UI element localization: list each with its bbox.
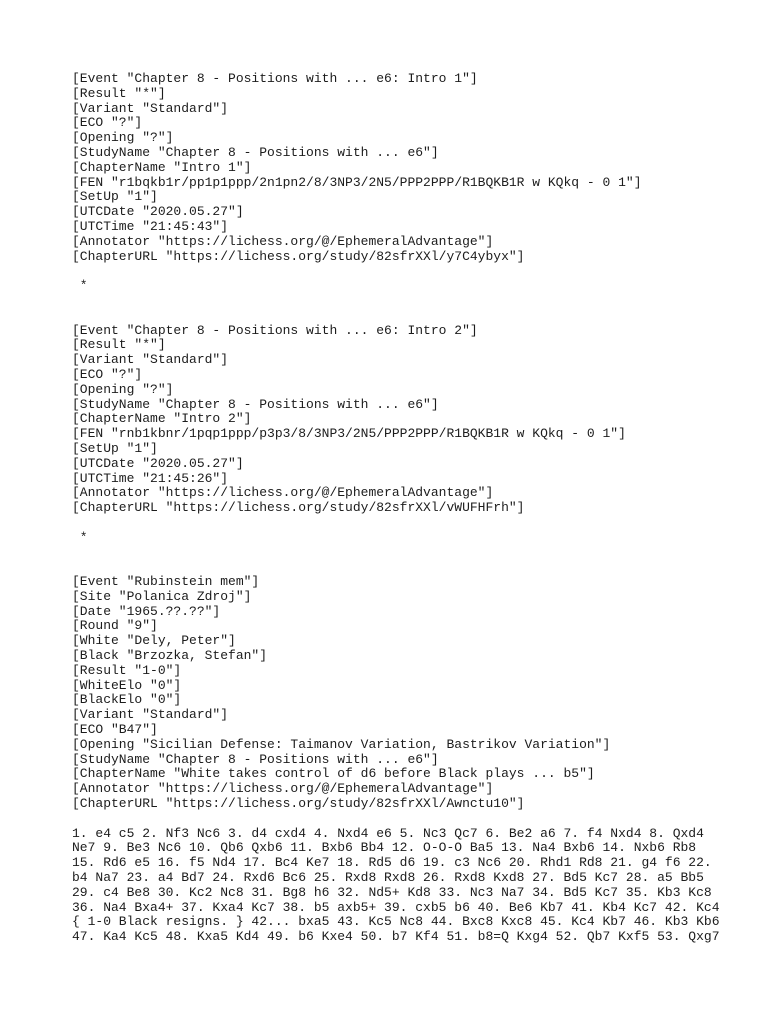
pgn-header-line: [Annotator "https://lichess.org/@/EphemeralAdvantage"] [72, 781, 494, 797]
pgn-header-line: [StudyName "Chapter 8 - Positions with ... e6"] [72, 396, 439, 412]
pgn-header-line: [ChapterURL "https://lichess.org/study/82sfrXXl/y7C4ybyx"] [72, 248, 525, 264]
pgn-header-line: [UTCDate "2020.05.27"] [72, 455, 244, 471]
movetext-line: 29. c4 Be8 30. Kc2 Nc8 31. Bg8 h6 32. Nd5+ Kd8 33. Nc3 Na7 34. Bd5 Kc7 35. Kb3 Kc8 [72, 884, 712, 900]
pgn-header-line: [Event "Rubinstein mem"] [72, 574, 260, 590]
pgn-result-marker: * [72, 278, 88, 294]
movetext-line: 15. Rd6 e5 16. f5 Nd4 17. Bc4 Ke7 18. Rd5 d6 19. c3 Nc6 20. Rhd1 Rd8 21. g4 f6 22. [72, 855, 712, 871]
pgn-header-line: [Annotator "https://lichess.org/@/EphemeralAdvantage"] [72, 233, 494, 249]
pgn-header-line: [Variant "Standard"] [72, 100, 229, 116]
pgn-header-line: [Variant "Standard"] [72, 352, 229, 368]
pgn-header-line: [Opening "?"] [72, 130, 174, 146]
pgn-header-line: [FEN "r1bqkb1r/pp1p1ppp/2n1pn2/8/3NP3/2N5/PPP2PPP/R1BQKB1R w KQkq - 0 1"] [72, 174, 642, 190]
pgn-header-line: [Site "Polanica Zdroj"] [72, 588, 252, 604]
pgn-movetext [72, 825, 720, 945]
pgn-header-line: [Event "Chapter 8 - Positions with ... e6: Intro 2"] [72, 322, 478, 338]
movetext-line: b4 Na7 23. a4 Bd7 24. Rxd6 Bc6 25. Rxd8 Rxd8 26. Rxd8 Kxd8 27. Bd5 Kc7 28. a5 Bb5 [72, 870, 704, 886]
pgn-header-line: [StudyName "Chapter 8 - Positions with ... e6"] [72, 144, 439, 160]
pgn-header-line: [Event "Chapter 8 - Positions with ... e6: Intro 1"] [72, 71, 478, 86]
movetext-line: Ne7 9. Be3 Nc6 10. Qb6 Qxb6 11. Bxb6 Bb4 12. O-O-O Ba5 13. Na4 Bxb6 14. Nxb6 Rb8 [72, 840, 697, 856]
pgn-header-line: [Black "Brzozka, Stefan"] [72, 648, 268, 664]
pgn-header-line: [BlackElo "0"] [72, 692, 182, 708]
pgn-header-line: [ECO "?"] [72, 115, 143, 131]
pgn-header-line: [ChapterURL "https://lichess.org/study/82sfrXXl/vWUFHFrh"] [72, 500, 525, 516]
pgn-header-line: [SetUp "1"] [72, 189, 158, 205]
pgn-header-line: [WhiteElo "0"] [72, 677, 182, 693]
pgn-header-line: [Result "1-0"] [72, 662, 182, 678]
pgn-header-line: [White "Dely, Peter"] [72, 633, 236, 649]
pgn-header-line: [ChapterName "Intro 2"] [72, 411, 252, 427]
pgn-result-marker: * [72, 529, 88, 545]
pgn-document [72, 71, 720, 945]
pgn-game-2 [72, 324, 712, 576]
pgn-header-line: [UTCDate "2020.05.27"] [72, 204, 244, 220]
pgn-header-line: [StudyName "Chapter 8 - Positions with ... e6"] [72, 751, 439, 767]
pgn-game-1 [72, 72, 712, 324]
pgn-header-line: [ECO "?"] [72, 366, 143, 382]
movetext-line: 1. e4 c5 2. Nf3 Nc6 3. d4 cxd4 4. Nxd4 e6 5. Nc3 Qc7 6. Be2 a6 7. f4 Nxd4 8. Qxd4 [72, 825, 704, 841]
pgn-header-line: [ChapterName "White takes control of d6 before Black plays ... b5"] [72, 766, 595, 782]
movetext-line: { 1-0 Black resigns. } 42... bxa5 43. Kc5 Nc8 44. Bxc8 Kxc8 45. Kc4 Kb7 46. Kb3 Kb6 [72, 914, 720, 930]
pgn-header-line: [ChapterURL "https://lichess.org/study/82sfrXXl/Awnctu10"] [72, 796, 525, 812]
pgn-header-line: [FEN "rnb1kbnr/1pqp1ppp/p3p3/8/3NP3/2N5/PPP2PPP/R1BQKB1R w KQkq - 0 1"] [72, 426, 626, 442]
pgn-header-line: [Annotator "https://lichess.org/@/EphemeralAdvantage"] [72, 485, 494, 501]
pgn-header-line: [UTCTime "21:45:26"] [72, 470, 229, 486]
pgn-header-line: [Variant "Standard"] [72, 707, 229, 723]
pgn-header-line: [Opening "Sicilian Defense: Taimanov Variation, Bastrikov Variation"] [72, 736, 611, 752]
pgn-header-line: [Date "1965.??.??"] [72, 603, 221, 619]
pgn-header-line: [Round "9"] [72, 618, 158, 634]
movetext-line: 47. Ka4 Kc5 48. Kxa5 Kd4 49. b6 Kxe4 50. b7 Kf4 51. b8=Q Kxg4 52. Qb7 Kxf5 53. Qxg7 [72, 929, 720, 945]
pgn-header-line: [Result "*"] [72, 85, 166, 101]
pgn-header-line: [ECO "B47"] [72, 722, 158, 738]
pgn-header-line: [SetUp "1"] [72, 440, 158, 456]
pgn-game-3 [72, 574, 720, 945]
pgn-header-line: [Result "*"] [72, 337, 166, 353]
pgn-header-line: [UTCTime "21:45:43"] [72, 218, 229, 234]
pgn-header-line: [Opening "?"] [72, 381, 174, 397]
movetext-line: 36. Na4 Bxa4+ 37. Kxa4 Kc7 38. b5 axb5+ 39. cxb5 b6 40. Be6 Kb7 41. Kb4 Kc7 42. Kc4 [72, 899, 720, 915]
pgn-header-line: [ChapterName "Intro 1"] [72, 159, 252, 175]
